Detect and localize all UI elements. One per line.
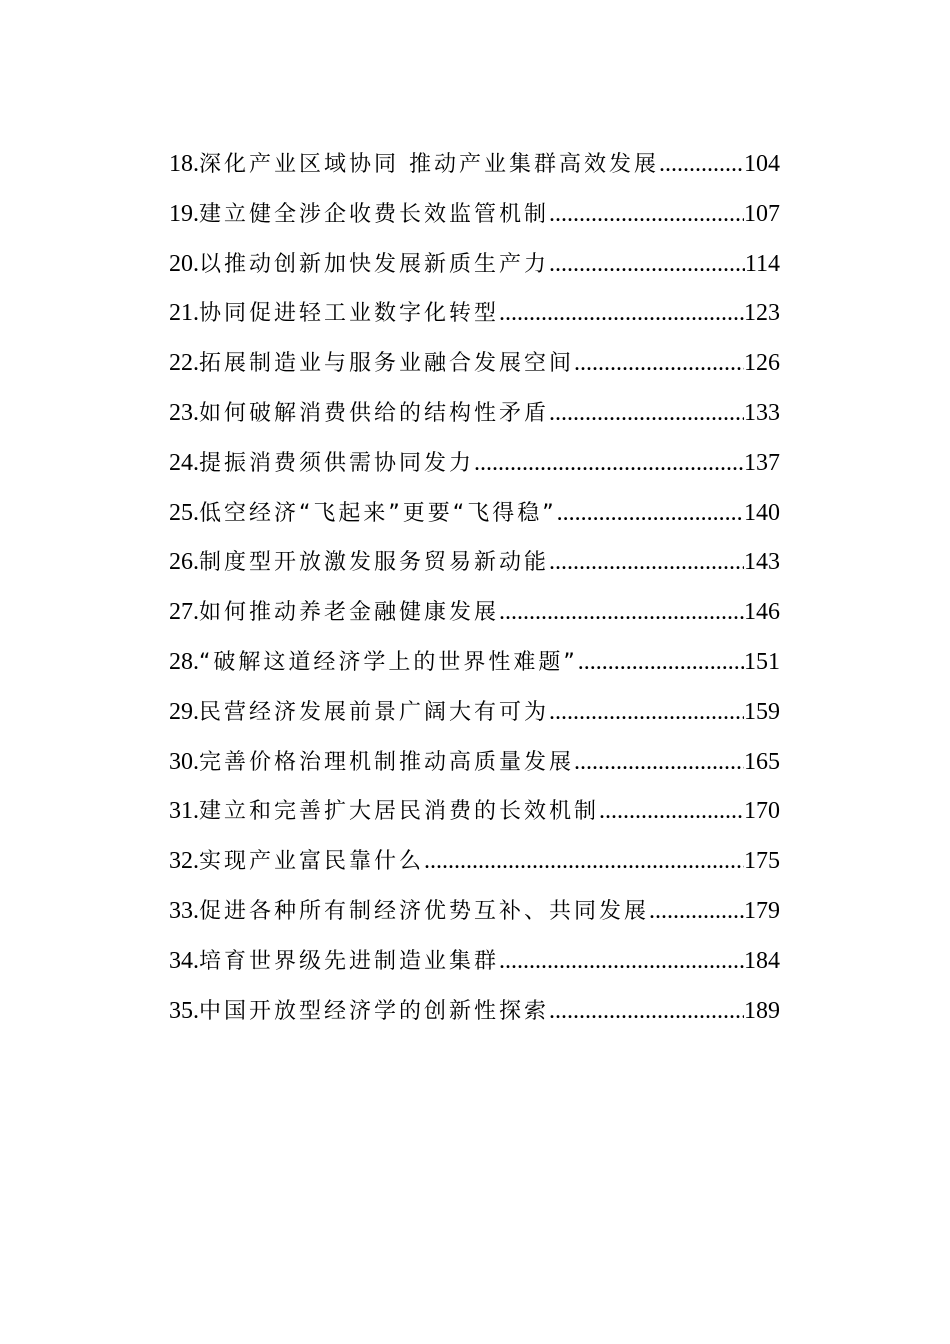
toc-entry: [169, 638, 780, 688]
toc-entry: [169, 339, 780, 389]
toc-entry-title: 协同促进轻工业数字化转型: [199, 301, 500, 327]
toc-dot-leader: [474, 439, 744, 489]
toc-dot-leader: [549, 190, 744, 240]
toc-entry: [169, 190, 780, 240]
toc-entry: [169, 787, 780, 837]
toc-dot-leader: [499, 588, 744, 638]
toc-entry-title: 实现产业富民靠什么: [199, 849, 425, 875]
toc-entry: [169, 489, 780, 539]
toc-entry-number: 25.: [169, 499, 199, 526]
toc-entry-title: 促进各种所有制经济优势互补、共同发展: [199, 898, 650, 924]
toc-entry-page: 107: [744, 200, 780, 227]
toc-entry-number: 20.: [169, 250, 199, 277]
toc-entry-title: 如何推动养老金融健康发展: [199, 600, 500, 626]
toc-dot-leader: [574, 738, 744, 788]
toc-entry-title: 培育世界级先进制造业集群: [199, 948, 500, 974]
toc-entry-title: 低空经济“飞起来”更要“飞得稳”: [199, 500, 557, 526]
toc-entry: [169, 140, 780, 190]
toc-dot-leader: [549, 389, 744, 439]
toc-entry-number: 32.: [169, 848, 199, 875]
toc-dot-leader: [574, 339, 744, 389]
toc-entry: [169, 987, 780, 1037]
toc-entry-page: 159: [744, 698, 780, 725]
toc-entry: [169, 588, 780, 638]
toc-entry: [169, 688, 780, 738]
toc-entry: [169, 837, 780, 887]
toc-entry-title: 制度型开放激发服务贸易新动能: [199, 550, 550, 576]
toc-dot-leader: [649, 887, 744, 937]
toc-entry-page: 143: [744, 549, 780, 576]
toc-entry-number: 35.: [169, 997, 199, 1024]
toc-dot-leader: [599, 787, 744, 837]
toc-entry: [169, 389, 780, 439]
toc-entry-title: 建立和完善扩大居民消费的长效机制: [199, 799, 600, 825]
toc-entry-number: 18.: [169, 151, 199, 177]
toc-entry: [169, 738, 780, 788]
toc-entry-number: 23.: [169, 399, 199, 426]
toc-entry: [169, 937, 780, 987]
toc-entry-title: 建立健全涉企收费长效监管机制: [199, 201, 550, 227]
toc-dot-leader: [499, 289, 744, 339]
toc-entry-page: 146: [744, 599, 780, 626]
toc-entry-title: 提振消费须供需协同发力: [199, 450, 475, 476]
toc-entry: [169, 538, 780, 588]
toc-entry-page: 123: [744, 300, 780, 327]
toc-entry-title: “破解这道经济学上的世界性难题”: [199, 649, 578, 675]
toc-entry-page: 184: [744, 947, 780, 974]
toc-entry-number: 29.: [169, 698, 199, 725]
toc-entry: [169, 887, 780, 937]
toc-dot-leader: [549, 987, 744, 1037]
toc-entry-page: 170: [744, 798, 780, 825]
toc-dot-leader: [549, 538, 744, 588]
toc-entry-number: 30.: [169, 748, 199, 775]
toc-entry-page: 140: [744, 499, 780, 526]
toc-dot-leader: [499, 937, 744, 987]
toc-entry-title: 中国开放型经济学的创新性探索: [199, 998, 550, 1024]
toc-entry-number: 26.: [169, 549, 199, 576]
toc-entry-title: 以推动创新加快发展新质生产力: [199, 251, 550, 277]
toc-entry-page: 114: [744, 250, 780, 277]
toc-entry-page: 126: [744, 350, 780, 377]
toc-dot-leader: [424, 837, 744, 887]
toc-entry-title: 如何破解消费供给的结构性矛盾: [199, 400, 550, 426]
toc-entry-number: 34.: [169, 947, 199, 974]
toc-entry-page: 133: [744, 399, 780, 426]
toc-entry-title: 民营经济发展前景广阔大有可为: [199, 699, 550, 725]
toc-entry: [169, 289, 780, 339]
toc-entry-number: 21.: [169, 300, 199, 327]
toc-dot-leader: [578, 638, 744, 688]
toc-entry-page: 137: [744, 449, 780, 476]
toc-dot-leader: [557, 489, 744, 539]
toc-dot-leader: [659, 140, 744, 190]
toc-entry-number: 33.: [169, 897, 199, 924]
toc-entry-page: 165: [744, 748, 780, 775]
toc-entry-title: 拓展制造业与服务业融合发展空间: [199, 351, 575, 377]
toc-entry-page: 151: [744, 648, 780, 675]
toc-dot-leader: [549, 240, 745, 290]
toc-entry-number: 19.: [169, 200, 199, 227]
toc-entry: [169, 240, 780, 290]
toc-entry: [169, 439, 780, 489]
toc-entry-number: 24.: [169, 449, 199, 476]
toc-entry-number: 28.: [169, 648, 199, 675]
toc-dot-leader: [549, 688, 744, 738]
toc-entry-page: 189: [744, 997, 780, 1024]
toc-entry-page: 175: [744, 848, 780, 875]
toc-entry-title: 完善价格治理机制推动高质量发展: [199, 749, 575, 775]
toc-entry-title: 深化产业区域协同 推动产业集群高效发展: [199, 152, 659, 177]
toc-entry-number: 22.: [169, 350, 199, 377]
table-of-contents: [169, 140, 780, 1036]
toc-entry-page: 179: [744, 897, 780, 924]
toc-entry-number: 31.: [169, 798, 199, 825]
toc-entry-page: 104: [744, 151, 780, 177]
toc-entry-number: 27.: [169, 599, 199, 626]
